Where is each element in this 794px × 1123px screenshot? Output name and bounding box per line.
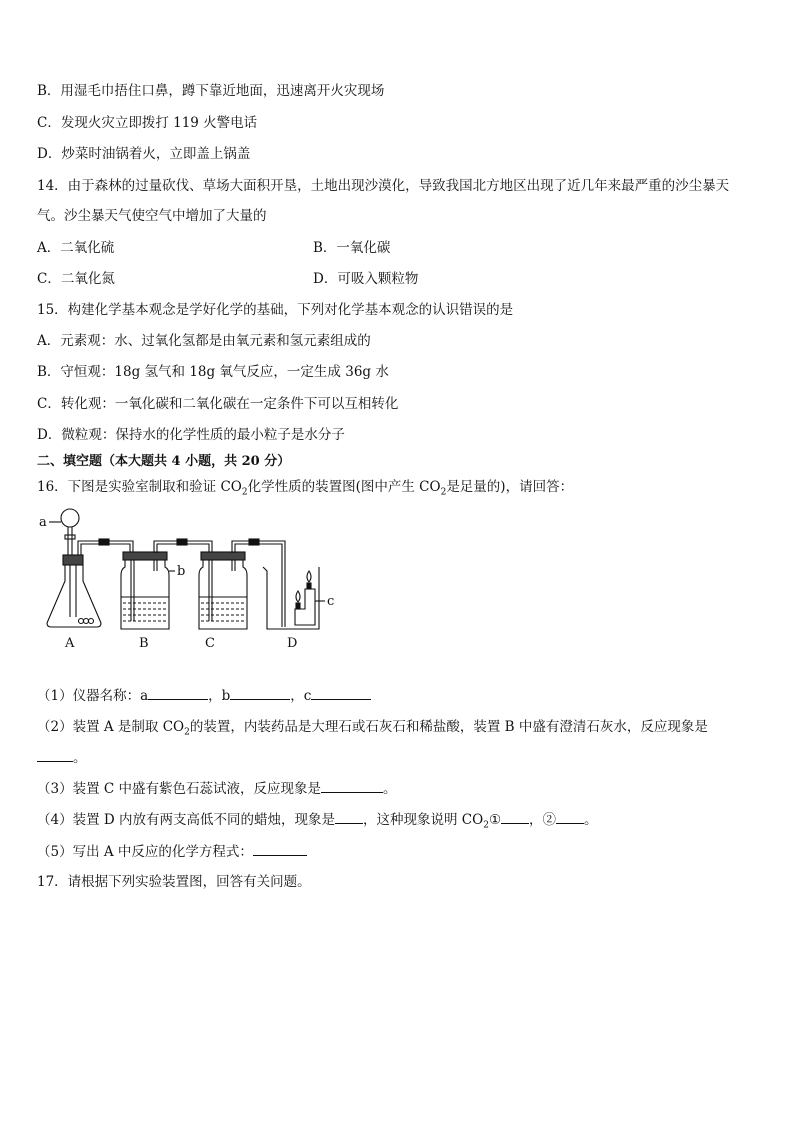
q16-part4-text: ① bbox=[488, 812, 502, 828]
punctuation: 。 bbox=[73, 750, 87, 766]
q16-part4 bbox=[37, 810, 598, 835]
stopper-a bbox=[63, 555, 83, 565]
q15-option-c: C．转化观：一氧化碳和二氧化碳在一定条件下可以互相转化 bbox=[37, 396, 399, 412]
q16-part3 bbox=[37, 779, 397, 798]
q16-part2 bbox=[37, 718, 708, 742]
conical-flask-a bbox=[47, 565, 101, 627]
label-c: c bbox=[327, 594, 335, 609]
label-apparatus-b: B bbox=[139, 636, 149, 651]
q16-stem-part: 是足量的)，请回答： bbox=[446, 479, 574, 495]
q16-part2-answer bbox=[37, 748, 87, 767]
q16-stem-part: 化学性质的装置图(图中产生 CO bbox=[247, 479, 441, 495]
q16-part4-text: （4）装置 D 内放有两支高低不同的蜡烛，现象是 bbox=[37, 812, 335, 828]
q16-part3-text: （3）装置 C 中盛有紫色石蕊试液，反应现象是 bbox=[37, 781, 322, 797]
label-apparatus-d: D bbox=[287, 636, 298, 651]
subscript: 2 bbox=[483, 820, 489, 831]
answer-blank-c[interactable] bbox=[311, 686, 371, 700]
gas-bottle-c bbox=[199, 560, 247, 629]
q16-stem bbox=[37, 478, 573, 502]
q13-option-c: C．发现火灾立即拨打 119 火警电话 bbox=[37, 115, 258, 131]
q15-option-a: A．元素观：水、过氧化氢都是由氧元素和氢元素组成的 bbox=[37, 333, 371, 349]
answer-blank-4a[interactable] bbox=[335, 810, 363, 824]
subscript: 2 bbox=[440, 487, 447, 498]
section-heading: 二、填空题（本大题共 4 小题，共 20 分） bbox=[37, 454, 291, 469]
q16-part1-text: ，c bbox=[290, 688, 312, 704]
q16-part5 bbox=[37, 842, 307, 861]
q13-option-b: B．用湿毛巾捂住口鼻，蹲下靠近地面，迅速离开火灾现场 bbox=[37, 83, 385, 99]
q13-option-d: D．炒菜时油锅着火，立即盖上锅盖 bbox=[37, 146, 251, 162]
label-apparatus-a: A bbox=[65, 636, 75, 651]
q16-part4-text: ，这种现象说明 CO bbox=[363, 812, 484, 828]
q16-part4-text: ，② bbox=[529, 812, 557, 828]
q14-option-a: A．二氧化硫 bbox=[37, 240, 115, 256]
q15-option-d: D．微粒观：保持水的化学性质的最小粒子是水分子 bbox=[37, 427, 345, 443]
stopper-c bbox=[201, 552, 245, 560]
subscript: 2 bbox=[184, 727, 190, 738]
answer-blank-5[interactable] bbox=[253, 842, 307, 856]
q15-option-b: B．守恒观：18g 氢气和 18g 氧气反应，一定生成 36g 水 bbox=[37, 364, 389, 380]
q15-stem: 15．构建化学基本观念是学好化学的基础，下列对化学基本观念的认识错误的是 bbox=[37, 302, 514, 318]
answer-blank-a[interactable] bbox=[148, 686, 208, 700]
label-apparatus-c: C bbox=[205, 636, 215, 651]
q14-stem-line1: 14．由于森林的过量砍伐、草场大面积开垦，土地出现沙漠化，导致我国北方地区出现了近几年来最严重的沙尘暴天 bbox=[37, 178, 730, 194]
apparatus-figure bbox=[37, 505, 347, 655]
q16-part1-text: ，b bbox=[208, 688, 231, 704]
q16-part5-text: （5）写出 A 中反应的化学方程式： bbox=[37, 844, 253, 860]
label-b: b bbox=[177, 564, 186, 579]
candle-flame-high bbox=[307, 571, 311, 582]
separatory-funnel bbox=[61, 509, 79, 527]
q16-part1-text: （1）仪器名称：a bbox=[37, 688, 149, 704]
punctuation: 。 bbox=[383, 781, 397, 797]
answer-blank-2[interactable] bbox=[37, 748, 73, 762]
candle-flame-low bbox=[296, 591, 300, 602]
answer-blank-4b[interactable] bbox=[501, 810, 529, 824]
q14-option-c: C．二氧化氮 bbox=[37, 271, 115, 287]
q16-part2-text: （2）装置 A 是制取 CO bbox=[37, 719, 185, 735]
q16-part2-text: 的装置，内装药品是大理石或石灰石和稀盐酸，装置 B 中盛有澄清石灰水，反应现象是 bbox=[189, 719, 708, 735]
q17-stem: 17．请根据下列实验装置图，回答有关问题。 bbox=[37, 874, 311, 890]
q14-option-b: B．一氧化碳 bbox=[313, 240, 391, 256]
subscript: 2 bbox=[241, 487, 248, 498]
stopper-b bbox=[123, 552, 167, 560]
q14-option-d: D．可吸入颗粒物 bbox=[313, 271, 419, 287]
q16-part1 bbox=[37, 686, 371, 705]
answer-blank-4c[interactable] bbox=[556, 810, 584, 824]
answer-blank-b[interactable] bbox=[230, 686, 290, 700]
label-a: a bbox=[39, 515, 47, 530]
gas-bottle-b bbox=[121, 560, 169, 629]
answer-blank-3[interactable] bbox=[321, 779, 383, 793]
q16-stem-part: 16．下图是实验室制取和验证 CO bbox=[37, 479, 242, 495]
punctuation: 。 bbox=[584, 812, 598, 828]
q14-stem-line2: 气。沙尘暴天气使空气中增加了大量的 bbox=[37, 208, 267, 224]
